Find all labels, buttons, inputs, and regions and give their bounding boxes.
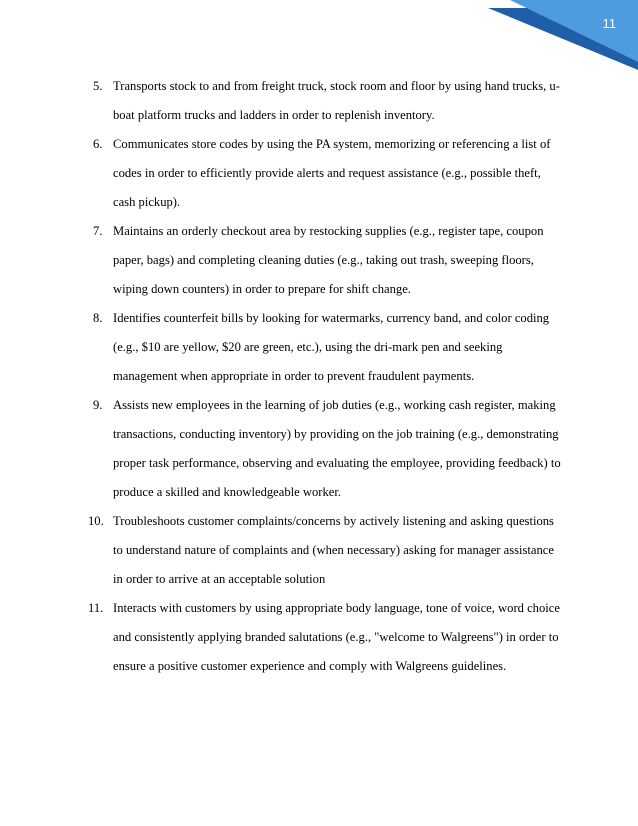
list-item-text-line: in order to arrive at an acceptable solution [113, 572, 326, 586]
list-item-text-line: ensure a positive customer experience and comply with Walgreens guidelines. [113, 659, 507, 673]
list-item-text-line: management when appropriate in order to prevent fraudulent payments. [113, 369, 475, 383]
list-item-number: 5. [93, 79, 103, 93]
list-item [93, 217, 573, 304]
list-item-text-line: produce a skilled and knowledgeable worker. [113, 485, 342, 499]
list-item-text-line: cash pickup). [113, 195, 181, 209]
list-item-text-line: Interacts with customers by using appropriate body language, tone of voice, word choice [113, 601, 560, 615]
list-item-text-line: Troubleshoots customer complaints/concerns by actively listening and asking questions [113, 514, 554, 528]
list-item [93, 72, 573, 130]
list-item-text-line: Communicates store codes by using the PA system, memorizing or referencing a list of [113, 137, 551, 151]
list-item [93, 391, 573, 507]
duties-list [88, 72, 573, 681]
list-item-text-line: (e.g., $10 are yellow, $20 are green, etc.), using the dri-mark pen and seeking [113, 340, 503, 354]
list-item [93, 304, 573, 391]
list-item-text-line: paper, bags) and completing cleaning duties (e.g., taking out trash, sweeping floors, [113, 253, 534, 267]
list-item-number: 6. [93, 137, 103, 151]
list-item [88, 594, 573, 681]
list-item-text-line: Transports stock to and from freight truck, stock room and floor by using hand trucks, u- [113, 79, 560, 93]
list-item [93, 130, 573, 217]
list-item-number: 9. [93, 398, 103, 412]
list-item-number: 8. [93, 311, 103, 325]
list-item-text-line: Identifies counterfeit bills by looking for watermarks, currency band, and color coding [113, 311, 550, 325]
list-item-text-line: transactions, conducting inventory) by providing on the job training (e.g., demonstrating [113, 427, 559, 441]
list-item-text-line: boat platform trucks and ladders in order to replenish inventory. [113, 108, 435, 122]
list-item-text-line: codes in order to efficiently provide alerts and request assistance (e.g., possible theft, [113, 166, 541, 180]
list-item-text-line: and consistently applying branded salutations (e.g., "welcome to Walgreens") in order to [113, 630, 559, 644]
list-item-text-line: wiping down counters) in order to prepare for shift change. [113, 282, 411, 296]
list-item-number: 11. [88, 601, 104, 615]
page-number: 11 [602, 16, 616, 31]
list-item-number: 10. [88, 514, 104, 528]
list-item [88, 507, 573, 594]
list-item-number: 7. [93, 224, 103, 238]
list-item-text-line: proper task performance, observing and evaluating the employee, providing feedback) to [113, 456, 561, 470]
list-item-text-line: Maintains an orderly checkout area by restocking supplies (e.g., register tape, coupon [113, 224, 544, 238]
list-item-text-line: to understand nature of complaints and (when necessary) asking for manager assistance [113, 543, 554, 557]
page-corner-decoration [488, 0, 638, 70]
list-item-text-line: Assists new employees in the learning of job duties (e.g., working cash register, making [113, 398, 556, 412]
